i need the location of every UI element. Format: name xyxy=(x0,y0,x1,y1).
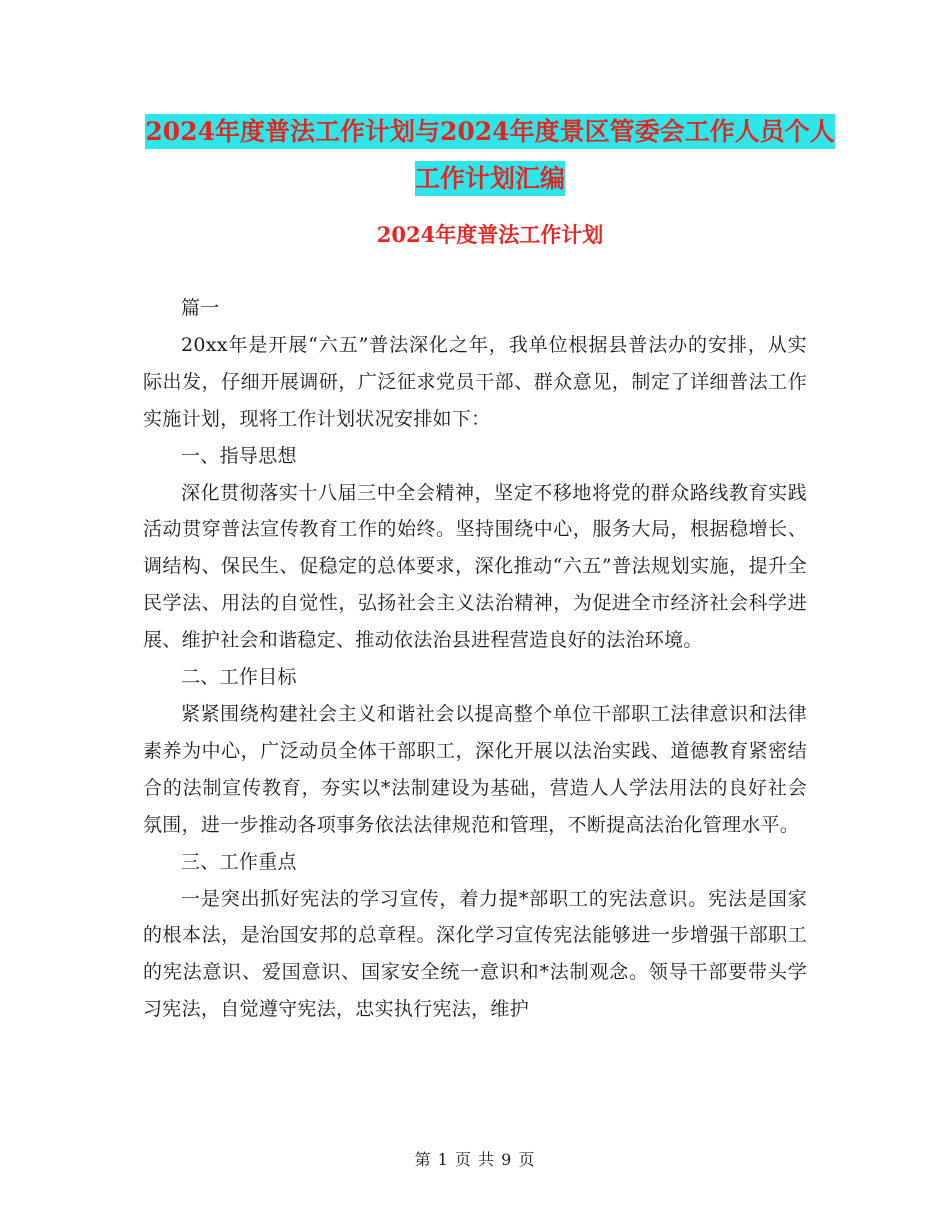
paragraph-part-label: 篇一 xyxy=(181,297,220,319)
paragraph-work-focus: 一是突出抓好宪法的学习宣传，着力提*部职工的宪法意识。宪法是国家的根本法，是治国安邦的总章程。深化学习宣传宪法能够进一步增强干部职工的宪法意识、爱国意识、国家安全统一意识和*法制观念。领导干部要带头学习宪法，自觉遵守宪法，忠实执行宪法，维护 xyxy=(143,887,807,1021)
paragraph-intro: 20xx年是开展“六五”普法深化之年，我单位根据县普法办的安排，从实际出发，仔细开展调研，广泛征求党员干部、群众意见，制定了详细普法工作实施计划，现将工作计划状况安排如下： xyxy=(143,333,807,430)
paragraph-work-goals: 紧紧围绕构建社会主义和谐社会以提高整个单位干部职工法律意识和法律素养为中心，广泛动员全体干部职工，深化开展以法治实践、道德教育紧密结合的法制宣传教育，夯实以*法制建设为基础，营造人人学法用法的良好社会氛围，进一步推动各项事务依法法律规范和管理，不断提高法治化管理水平。 xyxy=(143,702,807,836)
heading-work-focus: 三、工作重点 xyxy=(181,850,297,873)
section-title: 2024年度普法工作计划 xyxy=(376,222,604,247)
document-body xyxy=(143,290,807,1028)
page-footer: 第 1 页 共 9 页 xyxy=(414,1150,536,1169)
heading-guiding-thought: 一、指导思想 xyxy=(181,444,297,467)
heading-work-goals: 二、工作目标 xyxy=(181,666,297,689)
paragraph-guiding-thought: 深化贯彻落实十八届三中全会精神，坚定不移地将党的群众路线教育实践活动贯穿普法宣传教育工作的始终。坚持围绕中心，服务大局，根据稳增长、调结构、保民生、促稳定的总体要求，深化推动“六五”普法规划实施，提升全民学法、用法的自觉性，弘扬社会主义法治精神，为促进全市经济社会科学进展、维护社会和谐稳定、推动依法治县进程营造良好的法治环境。 xyxy=(143,481,807,652)
document-title xyxy=(140,108,840,202)
document-title-highlight: 2024年度普法工作计划与2024年度景区管委会工作人员个人工作计划汇编 xyxy=(145,114,834,196)
